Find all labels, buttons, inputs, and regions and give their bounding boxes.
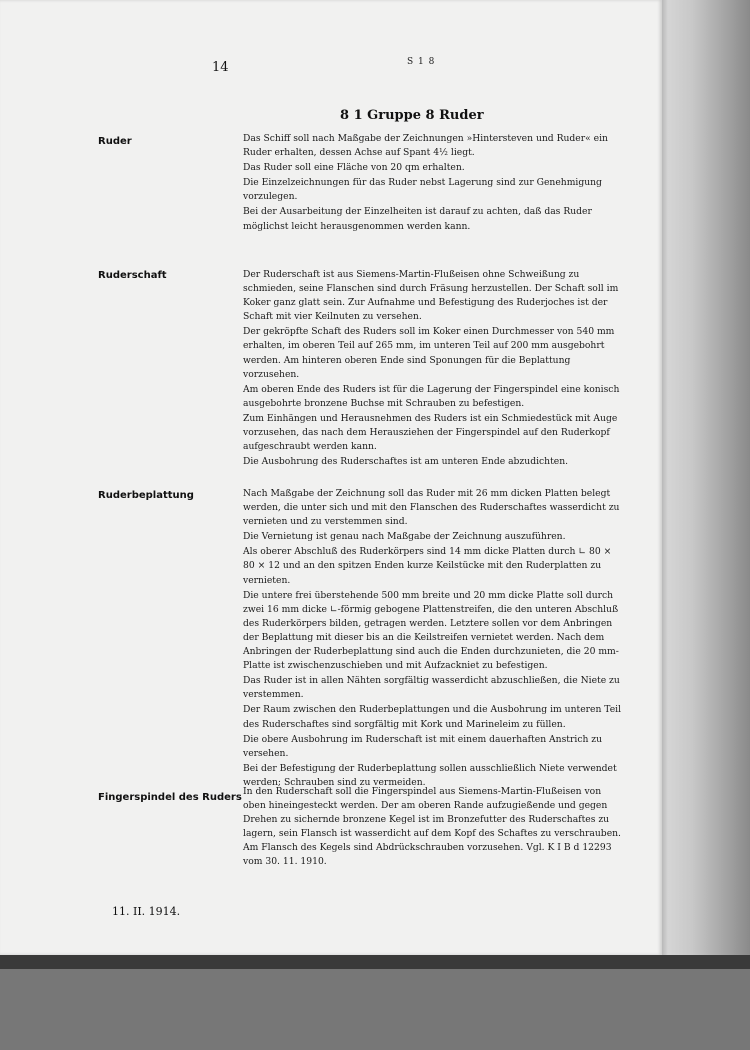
paragraph: Zum Einhängen und Herausnehmen des Ruders ist ein Schmiedestück mit Auge vorzusehen, das nach dem Herausziehen der Fingerspindel auf den Ruderkopf aufgeschraubt werden kann.: [243, 412, 618, 453]
paragraph: Der Raum zwischen den Ruderbeplattungen und die Ausbohrung im unteren Teil des Ruderschaftes sind sorgfältig mit Kork und Marineleim zu füllen.: [243, 704, 622, 730]
paragraph: Das Ruder soll eine Fläche von 20 qm erhalten.: [243, 162, 465, 174]
paragraph: Bei der Ausarbeitung der Einzelheiten ist darauf zu achten, daß das Ruder möglichst leicht herausgenommen werden kann.: [243, 206, 592, 232]
page-number: 14: [212, 60, 229, 75]
paragraph: Das Schiff soll nach Maßgabe der Zeichnungen »Hintersteven und Ruder« ein Ruder erhalten, dessen Achse auf Spant 4½ liegt.: [243, 133, 608, 159]
section-heading: 8 1 Gruppe 8 Ruder: [340, 108, 484, 123]
paragraph: Die Vernietung ist genau nach Maßgabe der Zeichnung auszuführen.: [243, 531, 566, 543]
paragraph: Das Ruder ist in allen Nähten sorgfältig wasserdicht abzuschließen, die Niete zu verstemmen.: [243, 675, 620, 701]
margin-label-ruder: Ruder: [98, 136, 132, 147]
paragraph: Bei der Befestigung der Ruderbeplattung sollen ausschließlich Niete verwendet werden; Schrauben sind zu vermeiden.: [243, 762, 617, 788]
margin-label-fingerspindel: Fingerspindel des Ruders: [98, 792, 242, 803]
margin-label-ruderbeplattung: Ruderbeplattung: [98, 490, 194, 501]
margin-label-ruderschaft: Ruderschaft: [98, 270, 167, 281]
section-body-fingerspindel: [243, 785, 625, 871]
paragraph: Die obere Ausbohrung im Ruderschaft ist mit einem dauerhaften Anstrich zu versehen.: [243, 733, 603, 759]
section-body-ruder: [243, 132, 625, 235]
paragraph: Die Ausbohrung des Ruderschaftes ist am unteren Ende abzudichten.: [243, 456, 569, 468]
scan-background: [0, 955, 750, 1050]
paragraph: Als oberer Abschluß des Ruderkörpers sind 14 mm dicke Platten durch ∟ 80 × 80 × 12 und an den spitzen Enden kurze Keilstücke mit den Ruderplatten zu vernieten.: [243, 546, 612, 586]
paragraph: Die Einzelzeichnungen für das Ruder nebst Lagerung sind zur Genehmigung vorzulegen.: [243, 177, 602, 203]
paragraph: Der gekröpfte Schaft des Ruders soll im Koker einen Durchmesser von 540 mm erhalten, im oberen Teil auf 265 mm, im unteren Teil auf 200 mm ausgebohrt werden. Am hinteren oberen Ende sind Sponungen für die Beplattung vorzusehen.: [243, 326, 615, 380]
adjacent-page-edge: [662, 0, 750, 955]
paragraph: Die untere frei überstehende 500 mm breite und 20 mm dicke Platte soll durch zwei 16 mm dicke ∟-förmig gebogene Plattenstreifen, die den unteren Abschluß des Ruderkörpers bilden, getragen werden. Letztere sollen vor dem Anbringen der Beplattung mit dieser bis an die Keilstreifen vernietet werden. Nach dem Anbringen der Ruderbeplattung sind auch die Enden durchzunieten, die 20 mm-Platte ist zwischenzuschieben und mit Aufzackniet zu befestigen.: [243, 589, 619, 672]
section-body-ruderbeplattung: [243, 487, 625, 791]
signature-mark: S 1 8: [407, 57, 436, 67]
paragraph: Der Ruderschaft ist aus Siemens-Martin-Flußeisen ohne Schweißung zu schmieden, seine Flanschen sind durch Fräsung herzustellen. Der Schaft soll im Koker ganz glatt sein. Zur Aufnahme und Befestigung des Ruderjoches ist der Schaft mit vier Keilnuten zu versehen.: [243, 269, 619, 323]
section-body-ruderschaft: [243, 268, 625, 470]
paragraph: In den Ruderschaft soll die Fingerspindel aus Siemens-Martin-Flußeisen von oben hineingesteckt werden. Der am oberen Rande aufzugießende und gegen Drehen zu sichernde bronzene Kegel ist im Bronzefutter des Ruderschaftes zu lagern, sein Flansch ist wasserdicht auf dem Kopf des Schaftes zu verschrauben. Am Flansch des Kegels sind Abdrückschrauben vorzusehen. Vgl. K I B d 12293 vom 30. 11. 1910.: [243, 786, 621, 868]
paragraph: Am oberen Ende des Ruders ist für die Lagerung der Fingerspindel eine konisch ausgebohrte bronzene Buchse mit Schrauben zu befestigen.: [243, 383, 620, 409]
footer-date: 11. II. 1914.: [112, 905, 181, 918]
paragraph: Nach Maßgabe der Zeichnung soll das Ruder mit 26 mm dicken Platten belegt werden, die unter sich und mit den Flanschen des Ruderschaftes wasserdicht zu vernieten und zu verstemmen sind.: [243, 488, 620, 528]
